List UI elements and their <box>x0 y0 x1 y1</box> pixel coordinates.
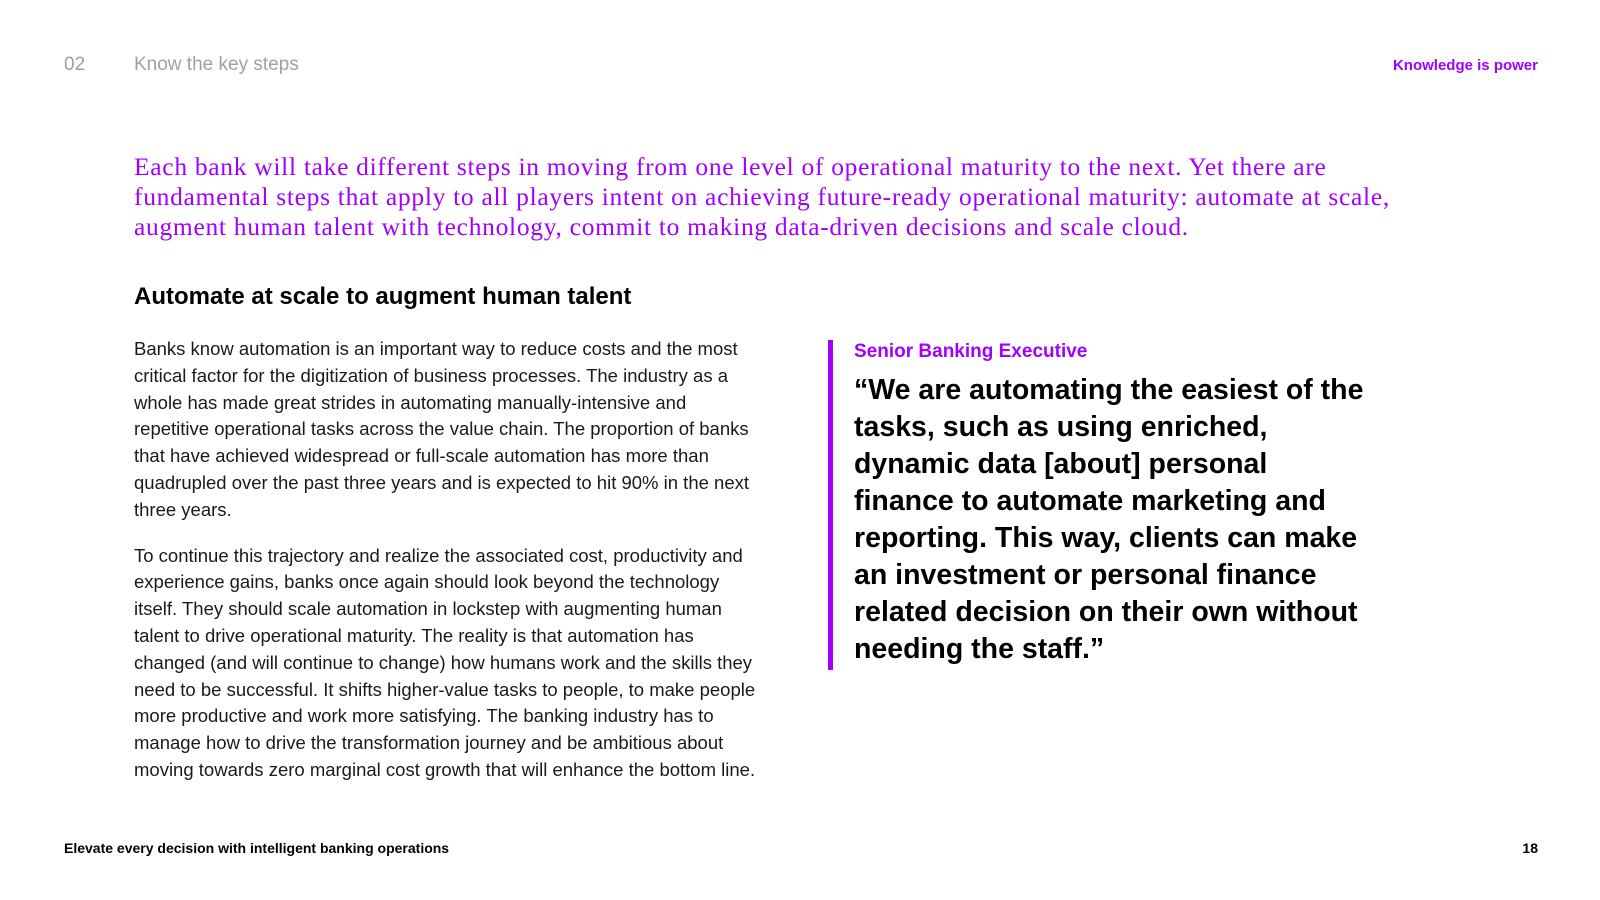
section-heading: Automate at scale to augment human talent <box>134 283 632 310</box>
pull-quote <box>828 340 1374 670</box>
page-number: 18 <box>1522 840 1538 856</box>
section-number: 02 <box>64 54 86 75</box>
body-paragraph: To continue this trajectory and realize the associated cost, productivity and experience gains, banks once again should look beyond the technology itself. They should scale automation in lockstep with augmenting human talent to drive operational maturity. The reality is that automation has changed (and will continue to change) how humans work and the skills they need to be successful. It shifts higher-value tasks to people, to make people more productive and work more satisfying. The banking industry has to manage how to drive the transformation journey and be ambitious about moving towards zero marginal cost growth that will enhance the bottom line. <box>134 544 756 780</box>
header-tagline: Knowledge is power <box>1392 57 1538 74</box>
quote-text: “We are automating the easiest of the tasks, such as using enriched, dynamic data [about] personal finance to automate marketing and reporting. This way, clients can make an investment or personal finance related decision on their own without needing the staff.” <box>854 374 1364 665</box>
intro-paragraph: Each bank will take different steps in moving from one level of operational maturity to the next. Yet there are fundamental steps that apply to all players intent on achieving future-ready operational maturity: automate at scale, augment human talent with technology, commit to making data-driven decisions and scale cloud. <box>134 152 1390 241</box>
quote-source: Senior Banking Executive <box>854 341 1088 362</box>
section-title: Know the key steps <box>134 54 299 75</box>
body-text-column <box>134 336 764 803</box>
body-paragraph: Banks know automation is an important way to reduce costs and the most critical factor for the digitization of business processes. The industry as a whole has made great strides in automating manually-intensive and repetitive operational tasks across the value chain. The proportion of banks that have achieved widespread or full-scale automation has more than quadrupled over the past three years and is expected to hit 90% in the next three years. <box>134 338 750 520</box>
footer-document-title: Elevate every decision with intelligent banking operations <box>64 840 450 856</box>
